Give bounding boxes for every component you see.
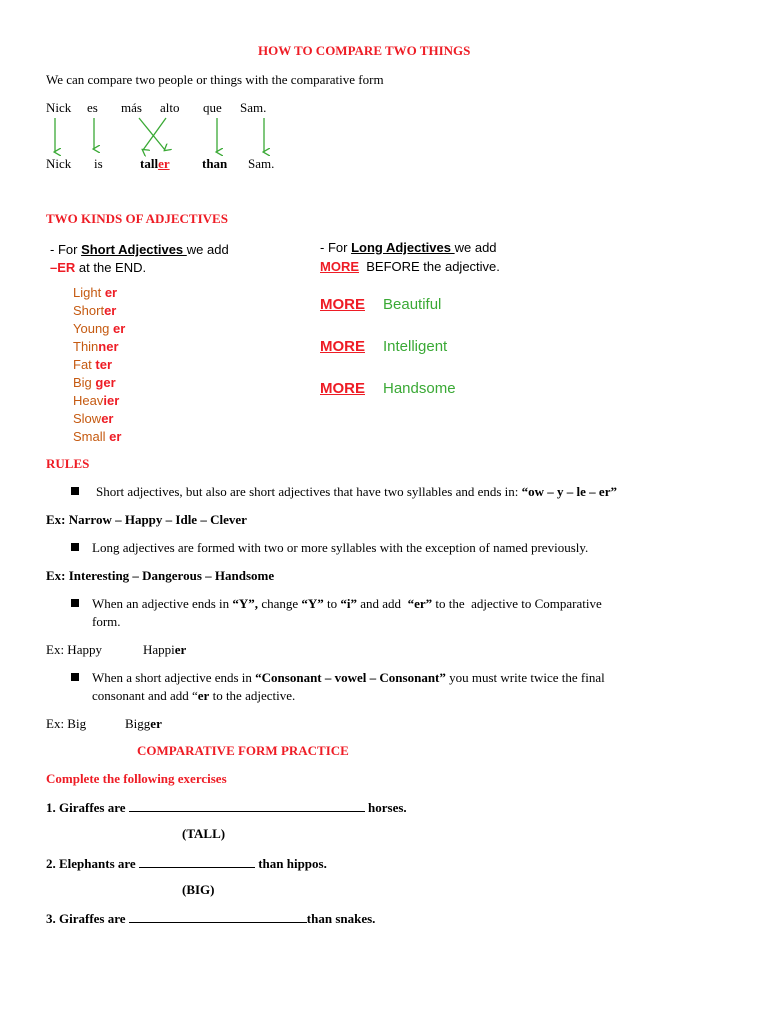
bigger-base: Bigg bbox=[125, 716, 151, 731]
short-adjective-base: Light bbox=[73, 285, 105, 300]
rule-4-c: you must write twice the final bbox=[445, 670, 605, 685]
spanish-word-alto: alto bbox=[160, 100, 180, 115]
short-adjective-item bbox=[73, 429, 121, 444]
exercise-2-post: than hippos. bbox=[254, 856, 327, 871]
spanish-word-sam: Sam. bbox=[240, 100, 267, 115]
long-rule-line2 bbox=[320, 259, 500, 274]
long-rule-post: we add bbox=[454, 240, 497, 255]
kinds-title: TWO KINDS OF ADJECTIVES bbox=[46, 211, 228, 226]
rule-3-a: When an adjective ends in bbox=[92, 596, 233, 611]
rule-4-text bbox=[92, 670, 605, 686]
happier-suffix: er bbox=[174, 642, 187, 657]
rule-3-b: “Y”, bbox=[232, 596, 259, 611]
rule-3-example-result bbox=[143, 642, 186, 658]
rule-4-line2-c: to the adjective. bbox=[209, 688, 296, 703]
english-word-sam: Sam. bbox=[248, 156, 275, 171]
english-word-nick: Nick bbox=[46, 156, 72, 171]
exercise-1-pre: 1. Giraffes are bbox=[46, 800, 129, 815]
rule-4-line2-b: er bbox=[197, 688, 210, 703]
rule-3-bullet bbox=[71, 599, 79, 607]
rule-4-bullet bbox=[71, 673, 79, 681]
rule-2-example: Ex: Interesting – Dangerous – Handsome bbox=[46, 568, 275, 583]
long-rule-line1 bbox=[320, 240, 497, 255]
arrow-mas bbox=[139, 118, 165, 150]
rule-4-line2 bbox=[92, 688, 295, 704]
long-adjective-word: Beautiful bbox=[383, 296, 442, 313]
rule-4-example-label: Ex: Big bbox=[46, 716, 87, 731]
taller-base: tall bbox=[140, 156, 159, 171]
exercise-1 bbox=[46, 799, 407, 816]
long-rule-bold: Long Adjectives bbox=[351, 240, 455, 255]
taller-suffix: er bbox=[158, 156, 170, 171]
short-adjective-suffix: er bbox=[104, 303, 117, 318]
short-adjective-suffix: er bbox=[101, 411, 114, 426]
exercise-3 bbox=[46, 910, 375, 927]
arrow-alto bbox=[143, 118, 166, 150]
long-adjective-more: MORE bbox=[320, 338, 365, 355]
short-adjective-item bbox=[73, 375, 116, 390]
english-word-than: than bbox=[202, 156, 228, 171]
short-adjective-suffix: ner bbox=[98, 339, 119, 354]
exercise-3-pre: 3. Giraffes are bbox=[46, 911, 129, 926]
long-adjective-word: Intelligent bbox=[383, 338, 448, 355]
short-rule-line2 bbox=[50, 260, 146, 275]
short-adjective-item bbox=[73, 393, 119, 408]
bigger-suffix: er bbox=[150, 716, 162, 731]
english-word-taller bbox=[140, 156, 170, 172]
short-adjective-item bbox=[73, 303, 116, 318]
short-adjective-suffix: er bbox=[113, 321, 126, 336]
exercise-1-hint: (TALL) bbox=[182, 826, 226, 841]
page-title: HOW TO COMPARE TWO THINGS bbox=[258, 43, 471, 58]
long-rule-more: MORE bbox=[320, 259, 359, 274]
rule-4-example-result bbox=[125, 716, 162, 732]
rule-1-endings: “ow – y – le – er” bbox=[521, 484, 617, 499]
spanish-word-que: que bbox=[203, 100, 222, 115]
rule-3-text bbox=[92, 596, 602, 612]
spanish-word-mas: más bbox=[121, 100, 142, 115]
short-adjective-suffix: ter bbox=[95, 357, 113, 372]
short-rule-end: at the END. bbox=[75, 260, 147, 275]
short-adjective-base: Heav bbox=[73, 393, 104, 408]
rule-3-i: to the adjective to Comparative bbox=[432, 596, 602, 611]
exercise-1-blank[interactable] bbox=[129, 799, 365, 812]
short-rule-bold: Short Adjectives bbox=[81, 242, 187, 257]
exercise-2-pre: 2. Elephants are bbox=[46, 856, 139, 871]
exercise-2-hint: (BIG) bbox=[182, 882, 215, 897]
rule-2-text: Long adjectives are formed with two or more syllables with the exception of named previously. bbox=[92, 540, 589, 555]
short-adjective-item bbox=[73, 411, 113, 426]
long-rule-before: BEFORE the adjective. bbox=[359, 259, 500, 274]
short-adjective-base: Short bbox=[73, 303, 105, 318]
rule-3-example-label: Ex: Happy bbox=[46, 642, 102, 657]
rule-3-g: and add bbox=[357, 596, 408, 611]
long-adjective-more: MORE bbox=[320, 380, 365, 397]
rule-1-body: Short adjectives, but also are short adjectives that have two syllables and ends in: bbox=[96, 484, 522, 499]
short-adjective-suffix: ger bbox=[95, 375, 116, 390]
short-adjective-suffix: er bbox=[109, 429, 122, 444]
exercise-3-post: than snakes. bbox=[306, 911, 376, 926]
rule-3-e: to bbox=[323, 596, 341, 611]
spanish-word-es: es bbox=[87, 100, 98, 115]
short-adjective-suffix: er bbox=[104, 285, 118, 300]
short-adjective-item bbox=[73, 285, 117, 300]
exercise-2 bbox=[46, 855, 327, 872]
intro-text: We can compare two people or things with the comparative form bbox=[46, 72, 384, 87]
long-adjective-more: MORE bbox=[320, 296, 365, 313]
rule-4-a: When a short adjective ends in bbox=[92, 670, 256, 685]
short-adjective-base: Thin bbox=[73, 339, 99, 354]
rule-1-text bbox=[96, 484, 617, 500]
short-adjective-item bbox=[73, 357, 112, 372]
short-rule-pre: - For bbox=[50, 242, 82, 257]
rule-4-b: “Consonant – vowel – Consonant” bbox=[255, 670, 446, 685]
english-word-is: is bbox=[94, 156, 103, 171]
short-adjective-base: Fat bbox=[73, 357, 96, 372]
long-adjective-word: Handsome bbox=[383, 380, 456, 397]
happier-base: Happi bbox=[143, 642, 175, 657]
short-adjective-suffix: ier bbox=[103, 393, 120, 408]
rule-3-f: “i” bbox=[340, 596, 358, 611]
rule-3-d: “Y” bbox=[301, 596, 324, 611]
short-rule-er: –ER bbox=[50, 260, 76, 275]
short-adjective-base: Big bbox=[73, 375, 96, 390]
long-rule-pre: - For bbox=[320, 240, 352, 255]
exercise-2-blank[interactable] bbox=[139, 855, 255, 868]
rules-title: RULES bbox=[46, 456, 90, 471]
rule-3-c: change bbox=[258, 596, 302, 611]
short-rule-post: we add bbox=[186, 242, 229, 257]
short-adjective-item bbox=[73, 339, 119, 354]
rule-4-line2-a: consonant and add “ bbox=[92, 688, 198, 703]
short-adjective-base: Slow bbox=[73, 411, 102, 426]
short-adjective-base: Young bbox=[73, 321, 114, 336]
short-rule-line1 bbox=[50, 242, 229, 257]
rule-1-bullet bbox=[71, 487, 79, 495]
spanish-word-nick: Nick bbox=[46, 100, 72, 115]
short-adjective-base: Small bbox=[73, 429, 110, 444]
exercise-1-post: horses. bbox=[364, 800, 407, 815]
rule-3-h: “er” bbox=[407, 596, 433, 611]
practice-instruction: Complete the following exercises bbox=[46, 771, 227, 786]
rule-2-bullet bbox=[71, 543, 79, 551]
exercise-3-blank[interactable] bbox=[129, 910, 307, 923]
rule-3-line2: form. bbox=[92, 614, 121, 629]
practice-title: COMPARATIVE FORM PRACTICE bbox=[137, 743, 349, 758]
short-adjective-item bbox=[73, 321, 125, 336]
rule-1-example: Ex: Narrow – Happy – Idle – Clever bbox=[46, 512, 247, 527]
